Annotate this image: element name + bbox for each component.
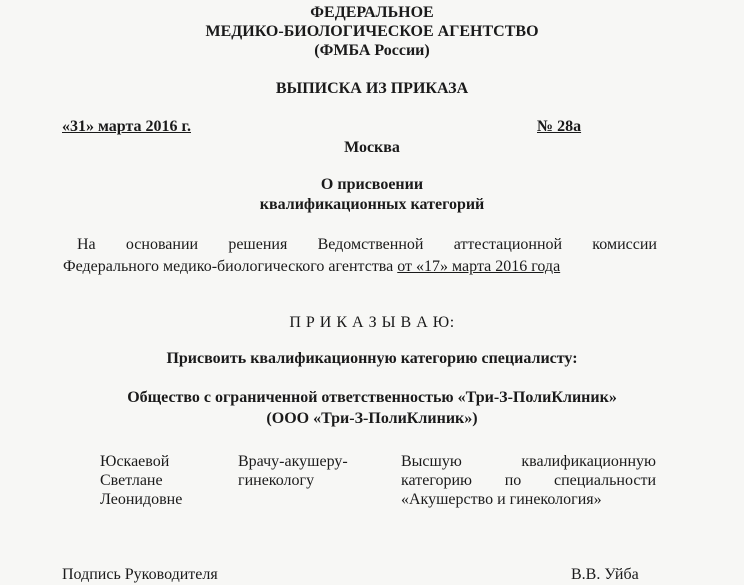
basis-word: аттестационной xyxy=(453,236,563,253)
order-word: П Р И К А З Ы В А Ю: xyxy=(289,314,455,331)
order-date: «31» марта 2016 г. xyxy=(62,118,191,135)
category-word: квалификационную xyxy=(521,453,656,470)
basis-word: На xyxy=(77,236,96,253)
signature-label: Подпись Руководителя xyxy=(62,566,218,583)
category-word: по xyxy=(504,472,522,489)
document-title: ВЫПИСКА ИЗ ПРИКАЗА xyxy=(275,80,469,97)
category-line-2 xyxy=(401,471,656,490)
subject-line-1: О присвоении xyxy=(320,176,424,193)
category-specialty: «Акушерство и гинекология» xyxy=(401,491,602,508)
person-name-block xyxy=(100,452,182,509)
person-first-name: Светлане xyxy=(100,472,163,489)
person-patronymic: Леонидовне xyxy=(100,491,183,508)
category-word: категорию xyxy=(401,472,472,489)
category-line-1 xyxy=(401,452,656,471)
signatory-name: В.В. Уйба xyxy=(571,566,639,583)
assign-text: Присвоить квалификационную категорию специалисту: xyxy=(166,350,578,367)
position-line-1: Врачу-акушеру- xyxy=(238,453,348,470)
basis-line-2 xyxy=(63,256,657,278)
basis-paragraph xyxy=(63,234,657,278)
agency-abbrev: (ФМБА России) xyxy=(314,42,430,59)
position-line-2: гинекологу xyxy=(238,472,315,489)
subject-line-2: квалификационных категорий xyxy=(259,196,485,213)
basis-word: основании xyxy=(125,236,199,253)
category-word: специальности xyxy=(553,472,656,489)
basis-word: Ведомственной xyxy=(317,236,424,253)
category-block xyxy=(401,452,656,509)
position-block xyxy=(238,452,348,490)
basis-word: комиссии xyxy=(592,236,657,253)
order-number: № 28а xyxy=(537,118,582,135)
organization-abbrev: (ООО «Три-З-ПолиКлиник») xyxy=(266,410,478,427)
city: Москва xyxy=(344,139,400,156)
agency-line-1: ФЕДЕРАЛЬНОЕ xyxy=(310,4,434,21)
person-surname: Юскаевой xyxy=(100,453,170,470)
basis-line-1 xyxy=(63,234,657,256)
organization-name: Общество с ограниченной ответственностью «Три-З-ПолиКлиник» xyxy=(127,389,617,406)
agency-line-2: МЕДИКО-БИОЛОГИЧЕСКОЕ АГЕНТСТВО xyxy=(205,23,539,40)
category-word: Высшую xyxy=(401,453,462,470)
basis-decision-date: от «17» марта 2016 года xyxy=(397,258,561,275)
basis-text: Федерального медико-биологического агентства xyxy=(63,258,398,275)
basis-word: решения xyxy=(228,236,288,253)
